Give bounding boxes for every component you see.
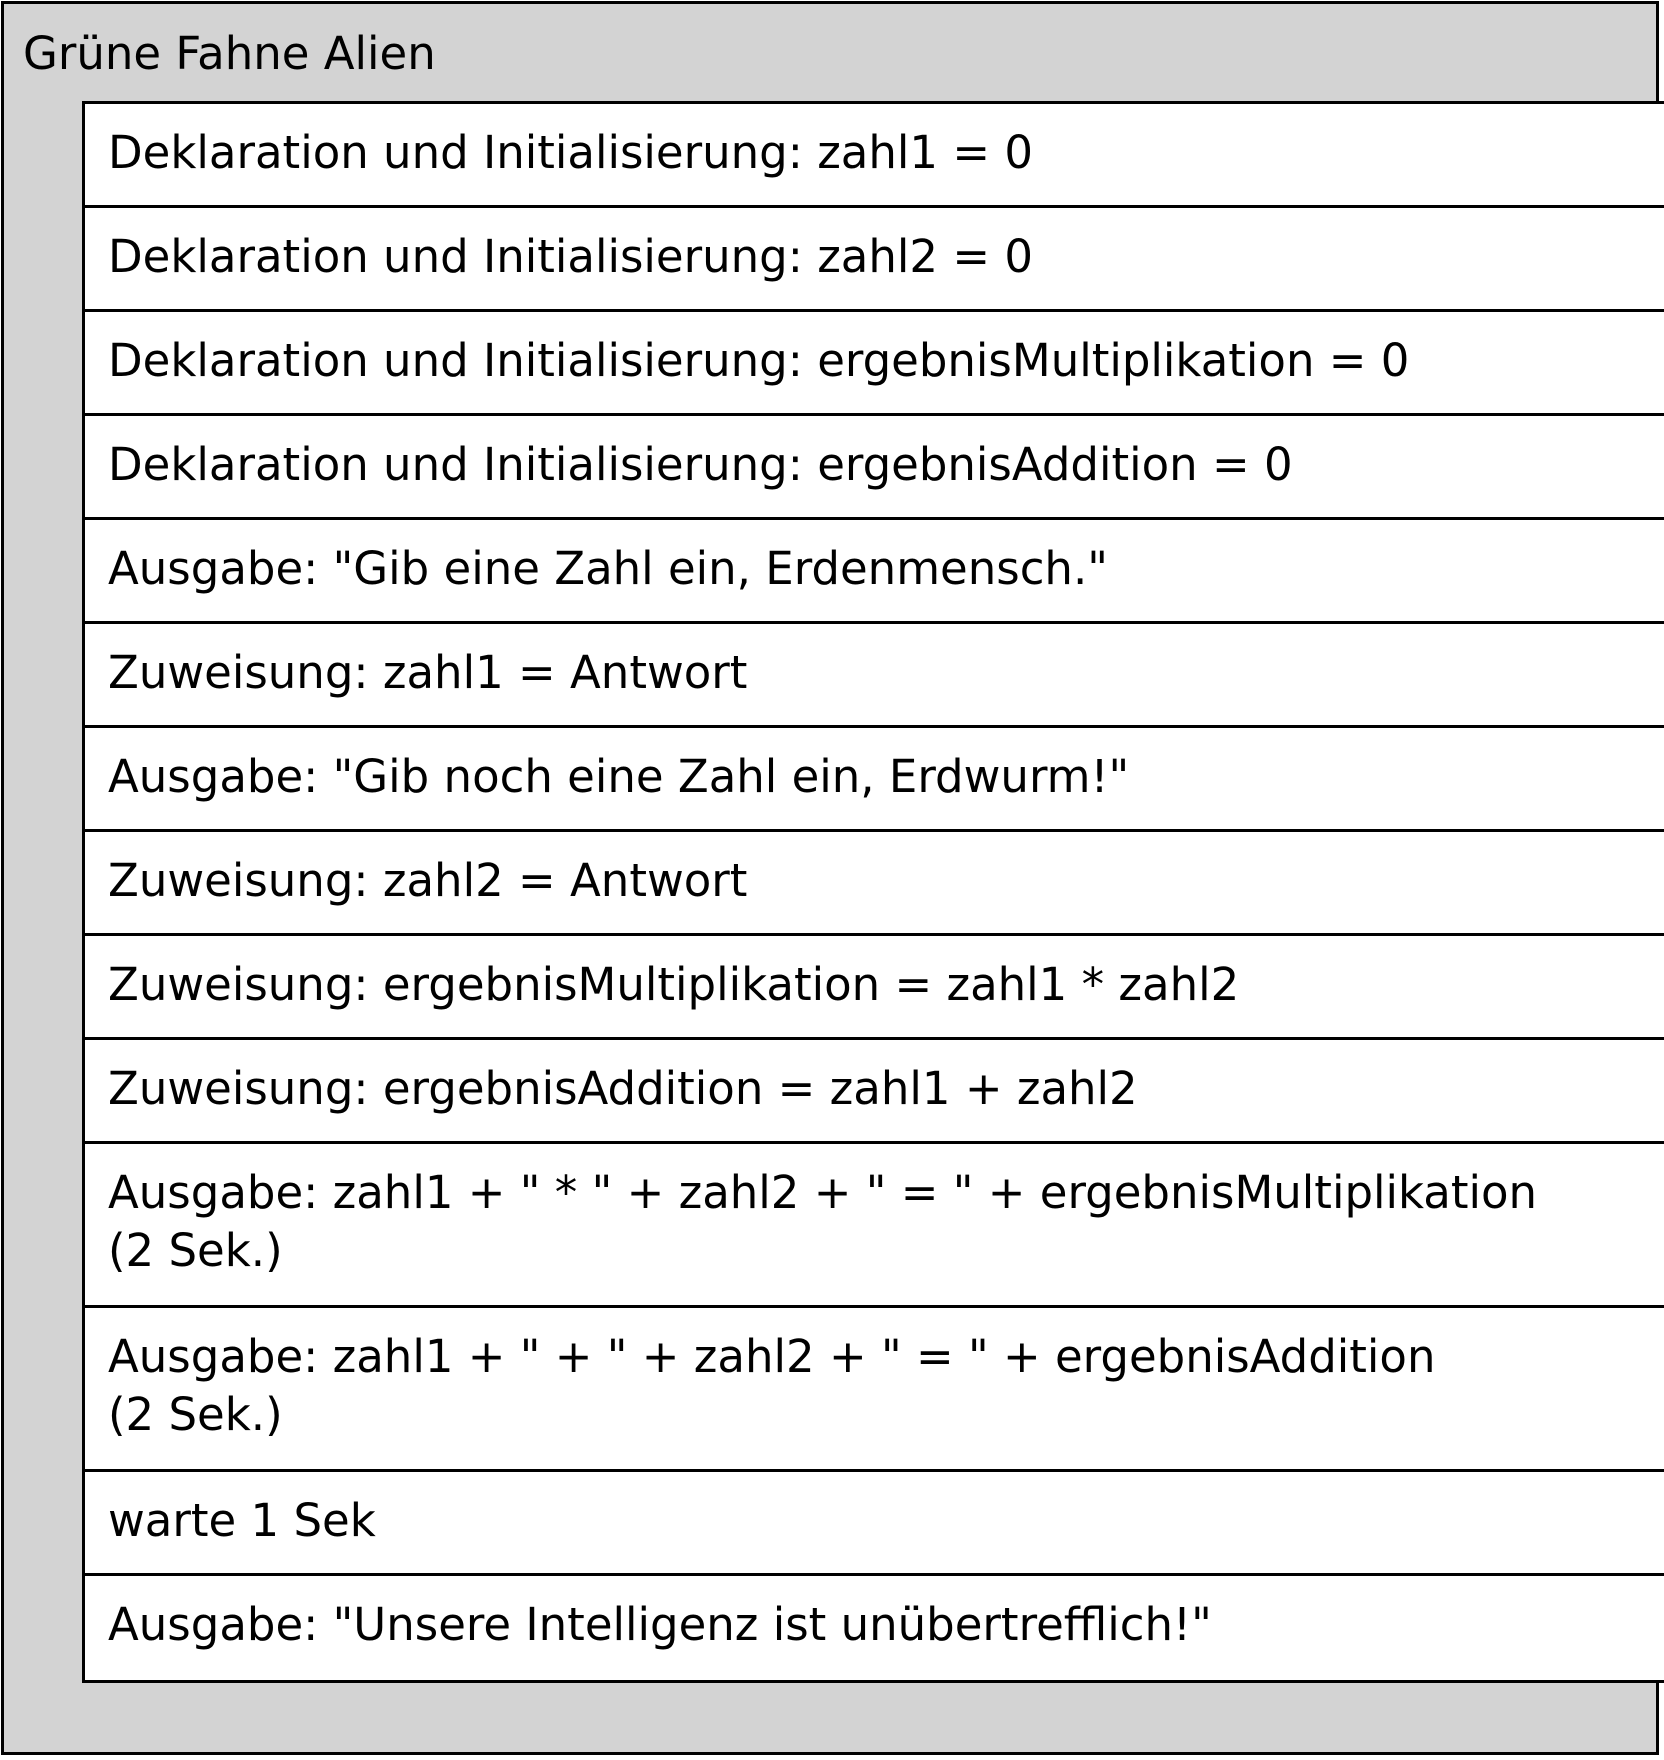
step-assign-ergebnis-multiplikation: Zuweisung: ergebnisMultiplikation = zahl1 * zahl2	[85, 936, 1664, 1040]
step-output-addition: Ausgabe: zahl1 + " + " + zahl2 + " = " + ergebnisAddition (2 Sek.)	[85, 1308, 1664, 1472]
step-declare-zahl1: Deklaration und Initialisierung: zahl1 = 0	[85, 104, 1664, 208]
step-assign-ergebnis-addition: Zuweisung: ergebnisAddition = zahl1 + zahl2	[85, 1040, 1664, 1144]
step-output-second-prompt: Ausgabe: "Gib noch eine Zahl ein, Erdwurm!"	[85, 728, 1664, 832]
structogram	[1, 1, 1659, 1755]
step-declare-ergebnis-multiplikation: Deklaration und Initialisierung: ergebnisMultiplikation = 0	[85, 312, 1664, 416]
step-wait: warte 1 Sek	[85, 1472, 1664, 1576]
step-output-final: Ausgabe: "Unsere Intelligenz ist unübertrefflich!"	[108, 1598, 1212, 1651]
step-output-first-prompt: Ausgabe: "Gib eine Zahl ein, Erdenmensch."	[85, 520, 1664, 624]
step-output-multiplikation: Ausgabe: zahl1 + " * " + zahl2 + " = " + ergebnisMultiplikation (2 Sek.)	[85, 1144, 1664, 1308]
step-declare-ergebnis-addition: Deklaration und Initialisierung: ergebnisAddition = 0	[85, 416, 1664, 520]
instruction-sequence	[82, 101, 1664, 1683]
step-declare-zahl2: Deklaration und Initialisierung: zahl2 = 0	[85, 208, 1664, 312]
step-assign-zahl2: Zuweisung: zahl2 = Antwort	[85, 832, 1664, 936]
step-assign-zahl1: Zuweisung: zahl1 = Antwort	[85, 624, 1664, 728]
structogram-title: Grüne Fahne Alien	[23, 27, 436, 80]
